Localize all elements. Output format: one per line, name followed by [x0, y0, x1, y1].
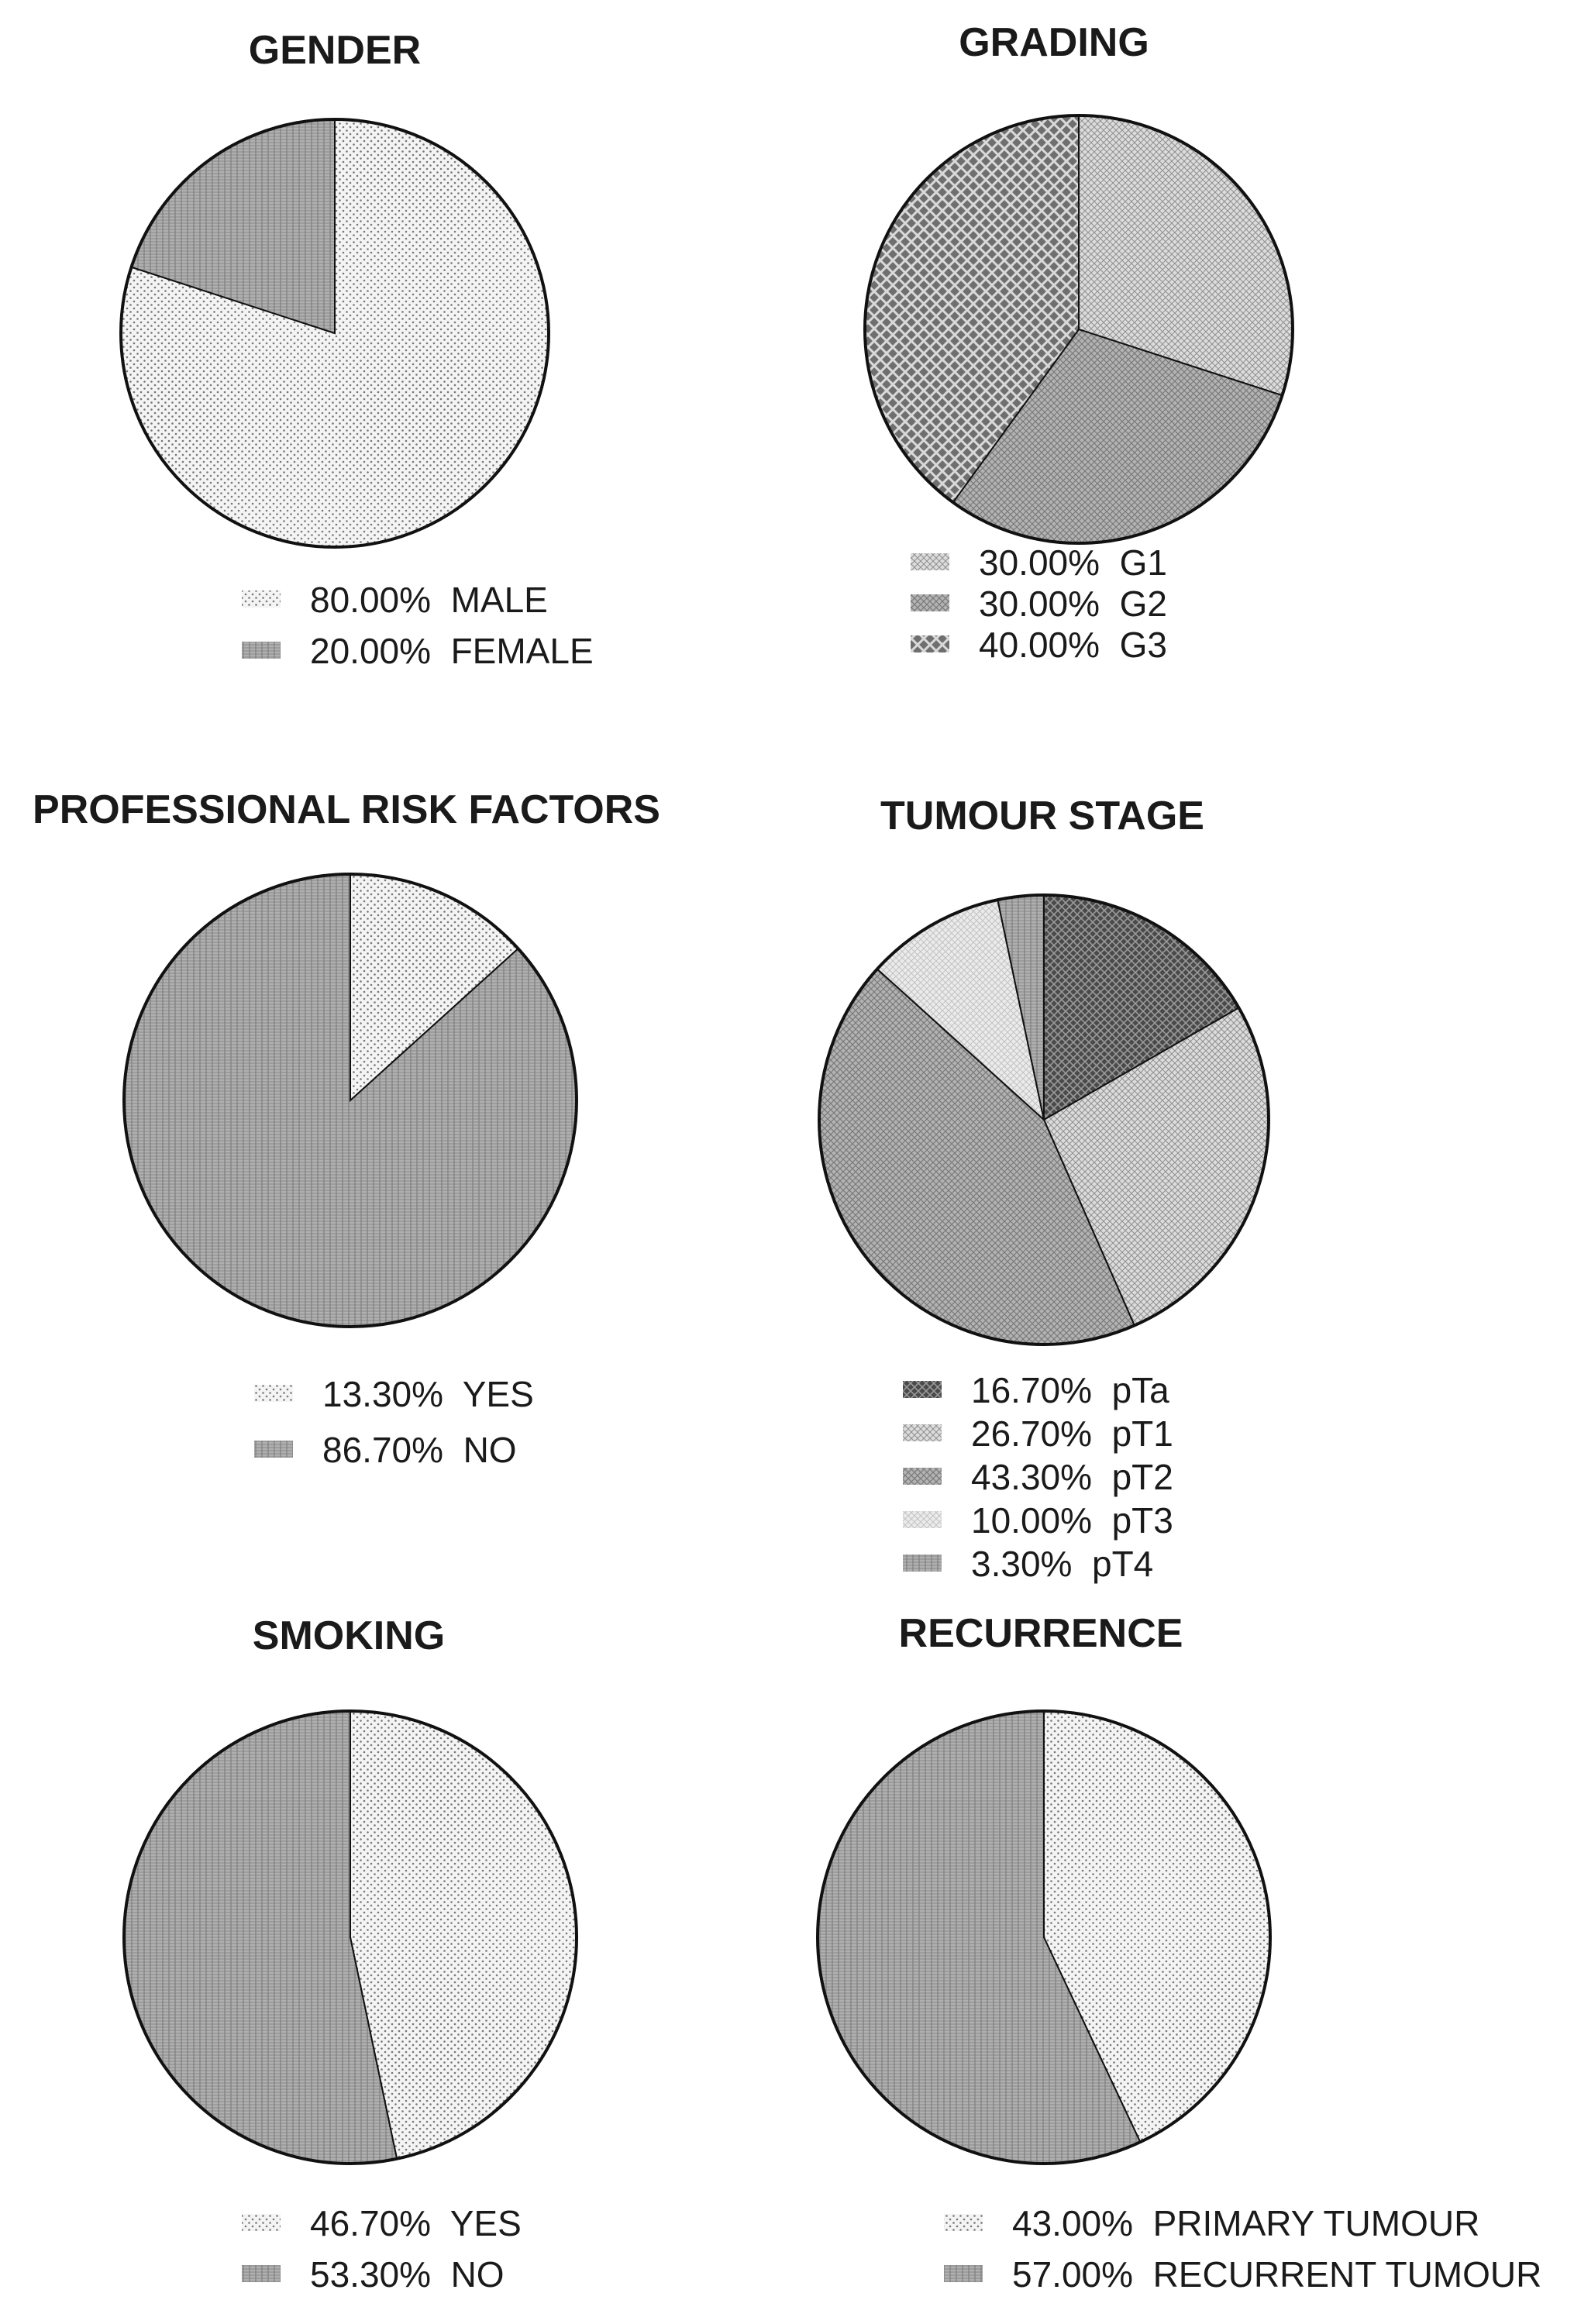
chart-title: SMOKING — [252, 1613, 446, 1658]
legend-label: 80.00% MALE — [310, 580, 548, 620]
chart-title: TUMOUR STAGE — [880, 794, 1204, 838]
legend-swatch — [242, 590, 281, 608]
legend-swatch — [242, 2214, 281, 2231]
legend-swatch — [903, 1468, 942, 1485]
chart-title: GRADING — [959, 20, 1149, 65]
chart-title: GENDER — [248, 28, 422, 73]
legend-swatch — [242, 642, 281, 659]
legend-label: 3.30% pT4 — [971, 1544, 1154, 1584]
legend-swatch — [903, 1381, 942, 1398]
legend-label: 43.00% PRIMARY TUMOUR — [1012, 2203, 1480, 2243]
legend-swatch — [944, 2265, 983, 2282]
legend-label: 43.30% pT2 — [971, 1457, 1173, 1497]
legend-swatch — [254, 1441, 293, 1458]
pie-chart-grading — [865, 20, 1293, 665]
pie-chart-smoking — [124, 1613, 577, 2295]
legend-swatch — [242, 2265, 281, 2282]
legend-swatch — [911, 594, 949, 611]
legend-swatch — [903, 1424, 942, 1441]
legend-swatch — [903, 1554, 942, 1572]
legend-label: 13.30% YES — [322, 1374, 534, 1414]
legend-label: 26.70% pT1 — [971, 1413, 1173, 1454]
legend-label: 40.00% G3 — [979, 625, 1167, 665]
legend-label: 10.00% pT3 — [971, 1500, 1173, 1541]
chart-title: PROFESSIONAL RISK FACTORS — [33, 787, 660, 832]
legend-label: 30.00% G1 — [979, 542, 1167, 583]
pie-chart-professional-risk-factors — [33, 787, 660, 1470]
legend-label: 86.70% NO — [322, 1430, 517, 1470]
legend-label: 16.70% pTa — [971, 1370, 1169, 1410]
legend-label: 57.00% RECURRENT TUMOUR — [1012, 2254, 1542, 2295]
legend-swatch — [254, 1385, 293, 1402]
legend-label: 20.00% FEMALE — [310, 631, 594, 671]
legend-swatch — [911, 635, 949, 652]
pie-chart-gender — [121, 28, 594, 671]
legend-label: 53.30% NO — [310, 2254, 505, 2295]
legend-swatch — [911, 553, 949, 570]
legend-swatch — [944, 2214, 983, 2231]
legend-label: 30.00% G2 — [979, 584, 1167, 624]
chart-title: RECURRENCE — [898, 1611, 1183, 1656]
pie-chart-tumour-stage — [819, 794, 1269, 1584]
legend-swatch — [903, 1511, 942, 1528]
pie-slice-smoking-1 — [350, 1711, 577, 2159]
pie-chart-recurrence — [818, 1611, 1541, 2295]
legend-label: 46.70% YES — [310, 2203, 522, 2243]
